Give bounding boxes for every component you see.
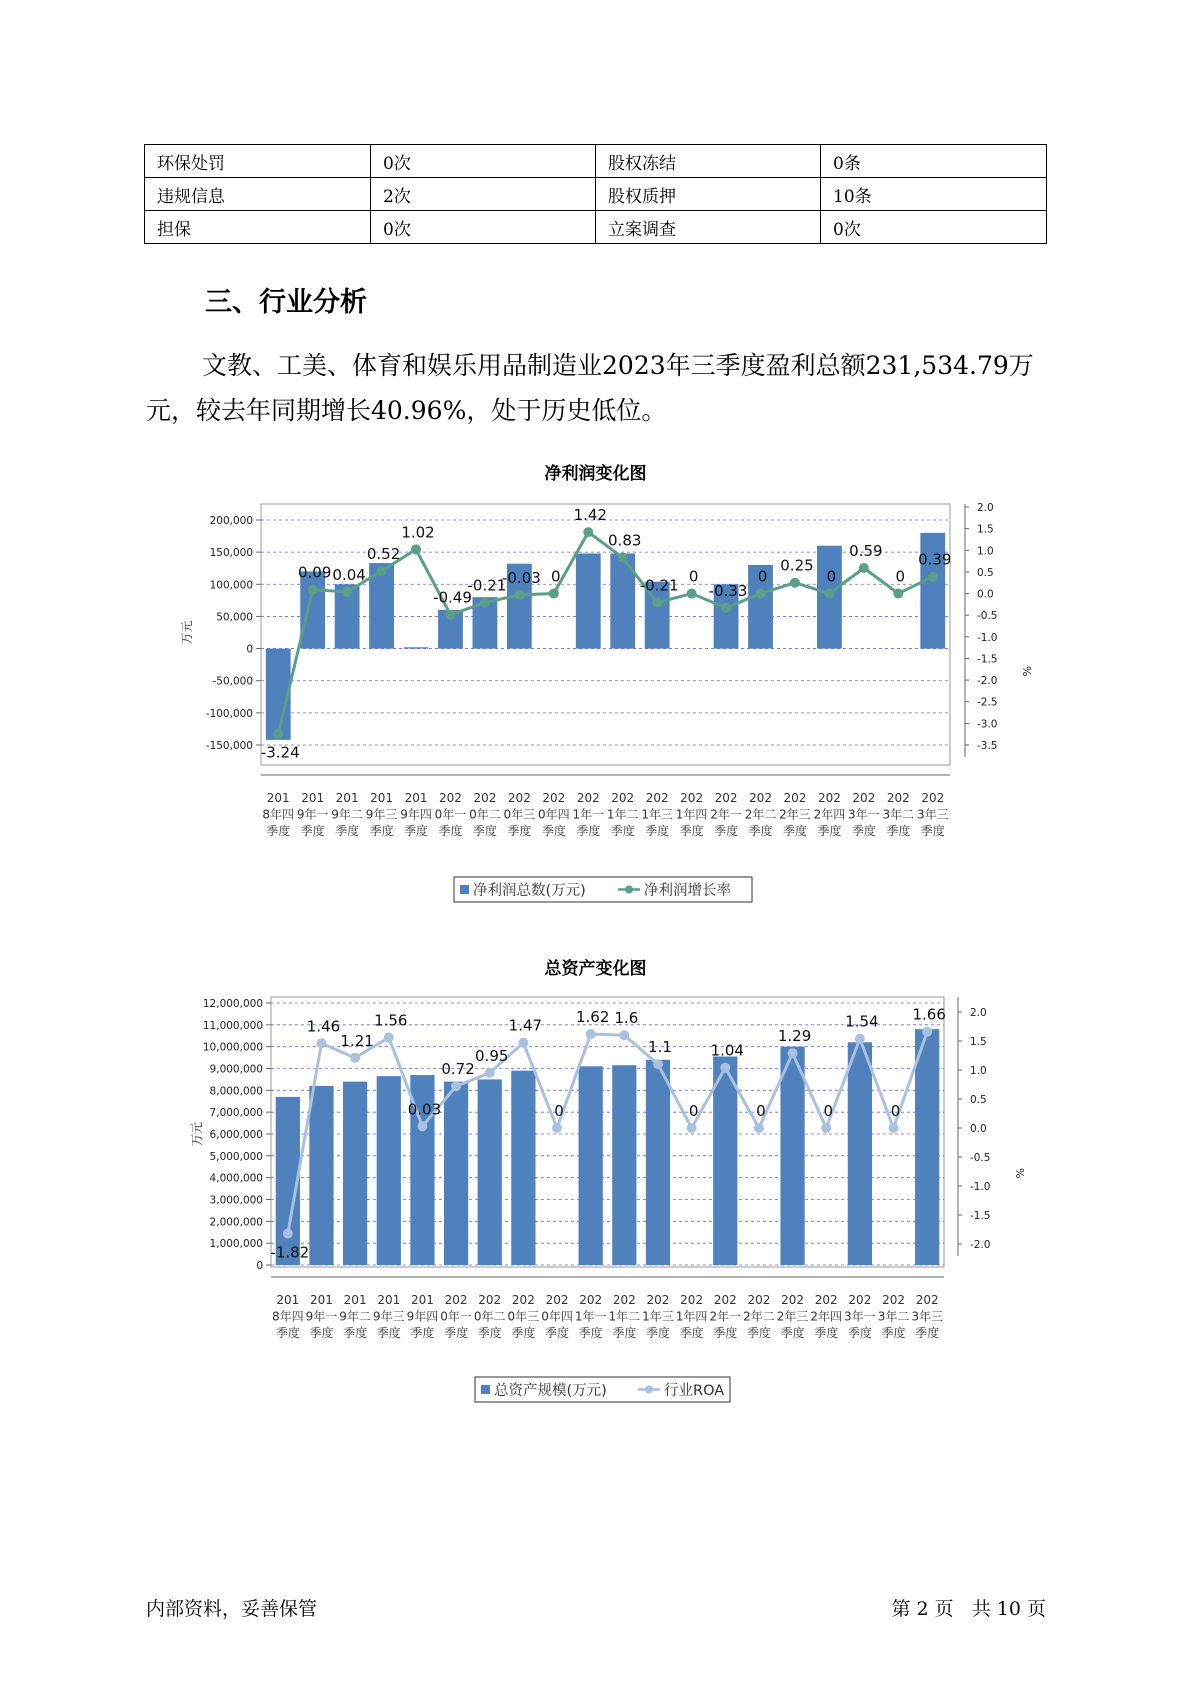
data-label: -0.21 — [639, 576, 679, 595]
data-label: 0.83 — [608, 531, 642, 550]
y-axis-title: 万元 — [190, 1121, 204, 1147]
y-tick-label: -100,000 — [205, 707, 253, 720]
x-tick-label: 202 0年一季度 — [440, 1293, 472, 1340]
y-tick-label: 1,000,000 — [209, 1238, 263, 1251]
x-tick-label: 202 1年一季度 — [572, 791, 605, 838]
line-point — [922, 1027, 932, 1037]
data-label: 0 — [688, 567, 699, 586]
bar — [300, 571, 325, 648]
line-point — [417, 1121, 427, 1131]
x-tick-label: 202 1年二季度 — [606, 791, 639, 838]
table-cell: 0次 — [371, 145, 596, 178]
y2-tick-label: 1.0 — [970, 1065, 987, 1077]
line-point — [652, 598, 662, 608]
line-point — [350, 1053, 360, 1063]
y2-tick-label: 2.0 — [977, 502, 994, 514]
bar — [309, 1086, 333, 1265]
y-tick-label: 200,000 — [209, 515, 253, 527]
data-label: 0 — [554, 1102, 564, 1120]
y2-tick-label: 1.5 — [970, 1036, 987, 1048]
line-point — [754, 1123, 764, 1133]
data-label: -0.49 — [433, 588, 472, 607]
y2-tick-label: -1.5 — [977, 653, 998, 666]
y-tick-label: 9,000,000 — [209, 1063, 263, 1076]
line-point — [583, 527, 593, 537]
total-assets-chart-title: 总资产变化图 — [544, 959, 647, 979]
line-point — [859, 563, 869, 573]
bar — [579, 1066, 603, 1265]
data-label: -0.21 — [467, 576, 507, 595]
x-tick-label: 202 2年四季度 — [810, 1293, 843, 1340]
data-label: 0 — [688, 1102, 699, 1120]
y-axis-title: 万元 — [180, 620, 194, 645]
y2-axis-title: % — [1013, 1168, 1026, 1179]
y2-tick-label: -1.5 — [970, 1210, 991, 1222]
y-tick-label: 2,000,000 — [209, 1216, 263, 1229]
line-point — [514, 590, 524, 600]
table-row — [145, 178, 1047, 211]
data-label: 0.52 — [366, 545, 401, 564]
x-tick-label: 202 3年二季度 — [882, 791, 915, 838]
y2-tick-label: -3.5 — [977, 740, 998, 752]
x-tick-label: 202 1年二季度 — [608, 1293, 641, 1340]
y-tick-label: -50,000 — [212, 675, 253, 688]
table-cell: 0次 — [821, 211, 1047, 244]
x-tick-label: 202 2年三季度 — [776, 1293, 809, 1340]
y2-tick-label: 0.0 — [970, 1123, 987, 1135]
table-cell: 立案调查 — [596, 211, 821, 244]
data-label: 1.6 — [614, 1009, 639, 1028]
line-point — [618, 553, 628, 563]
bar — [343, 1082, 367, 1265]
y2-tick-label: -1.0 — [970, 1181, 991, 1193]
table-cell: 10条 — [821, 178, 1047, 211]
x-tick-label: 201 8年四季度 — [262, 791, 295, 838]
data-label: -0.03 — [501, 568, 541, 587]
line-point — [445, 610, 455, 620]
data-label: 0.03 — [407, 1100, 442, 1119]
y2-tick-label: 0.5 — [977, 566, 994, 579]
y-tick-label: 150,000 — [209, 547, 253, 560]
y-tick-label: 0 — [246, 643, 253, 656]
risk-table-body — [145, 145, 1047, 244]
line-point — [549, 589, 559, 599]
data-label: 1.04 — [710, 1041, 744, 1060]
x-tick-label: 202 3年三季度 — [916, 791, 949, 838]
y2-tick-label: -3.0 — [977, 718, 998, 731]
y-tick-label: 0 — [256, 1260, 263, 1272]
line-point — [552, 1123, 562, 1133]
risk-info-table — [144, 144, 1047, 244]
line-point — [451, 1081, 461, 1091]
x-tick-label: 202 3年二季度 — [877, 1293, 910, 1340]
x-tick-label: 202 2年二季度 — [744, 791, 777, 838]
data-label: 1.56 — [374, 1011, 408, 1030]
data-label: 1.21 — [340, 1031, 374, 1050]
bar — [377, 1076, 401, 1265]
x-tick-label: 201 9年一季度 — [305, 1293, 338, 1340]
bar — [646, 1060, 670, 1265]
y-tick-label: 5,000,000 — [209, 1150, 263, 1163]
y2-tick-label: -1.0 — [977, 631, 998, 644]
y2-tick-label: -2.0 — [970, 1239, 991, 1251]
data-label: 0.25 — [780, 556, 814, 575]
y2-tick-label: -0.5 — [977, 610, 998, 623]
legend-bar-label: 净利润总数(万元) — [473, 883, 586, 899]
line-point — [824, 589, 834, 599]
data-label: 1.66 — [912, 1005, 946, 1024]
x-tick-label: 202 0年二季度 — [469, 791, 501, 838]
data-label: 0.04 — [332, 565, 366, 584]
y2-tick-label: 0.0 — [977, 588, 994, 601]
line-point — [653, 1059, 663, 1069]
table-cell: 0次 — [371, 211, 596, 244]
y2-tick-label: -0.5 — [970, 1152, 991, 1164]
x-tick-label: 201 9年三季度 — [365, 791, 398, 838]
section-heading: 三、行业分析 — [205, 287, 367, 318]
y2-tick-label: 1.0 — [977, 545, 994, 558]
line-point — [485, 1068, 495, 1078]
x-tick-label: 201 8年四季度 — [272, 1293, 304, 1340]
y2-axis-title: % — [1020, 666, 1033, 677]
data-label: 1.62 — [575, 1008, 610, 1027]
data-label: 1.47 — [508, 1016, 543, 1035]
x-tick-label: 202 1年一季度 — [574, 1293, 607, 1340]
data-label: 1.29 — [777, 1027, 812, 1046]
line-point — [893, 589, 903, 599]
y2-tick-label: 0.5 — [970, 1094, 987, 1106]
bar — [444, 1082, 468, 1265]
line-point — [928, 572, 938, 582]
bar — [915, 1029, 939, 1265]
line-point — [889, 1123, 899, 1133]
table-cell: 2次 — [371, 178, 596, 211]
line-point — [342, 587, 352, 597]
table-cell: 股权质押 — [596, 178, 821, 211]
x-tick-label: 202 0年一季度 — [434, 791, 467, 838]
bar — [478, 1079, 502, 1265]
x-tick-label: 201 9年一季度 — [296, 791, 329, 838]
data-label: 0 — [826, 567, 837, 586]
bar — [404, 647, 429, 648]
footer-confidential-note: 内部资料，妥善保管 — [146, 1598, 318, 1620]
x-tick-label: 202 3年一季度 — [844, 1293, 876, 1340]
line-point — [316, 1038, 326, 1048]
legend-bar-swatch — [460, 885, 469, 894]
x-tick-label: 202 1年四季度 — [675, 1293, 708, 1340]
x-tick-label: 202 2年二季度 — [743, 1293, 775, 1340]
y-tick-label: 10,000,000 — [202, 1041, 263, 1054]
legend-bar-swatch — [481, 1385, 490, 1394]
x-tick-label: 202 1年三季度 — [641, 791, 673, 838]
legend-line-label: 净利润增长率 — [644, 883, 731, 899]
table-cell: 违规信息 — [145, 178, 371, 211]
data-label: 0.95 — [475, 1046, 509, 1065]
line-point — [687, 1123, 697, 1133]
data-label: 0.09 — [297, 563, 332, 582]
data-label: 0 — [823, 1102, 833, 1120]
bar — [612, 1065, 636, 1265]
bar — [848, 1042, 872, 1265]
table-cell: 担保 — [145, 211, 371, 244]
y2-tick-label: 2.0 — [970, 1007, 987, 1019]
y-tick-label: 12,000,000 — [202, 998, 263, 1010]
industry-summary-paragraph: 文教、工美、体育和娱乐用品制造业2023年三季度盈利总额231,534.79万元，较去年同期增长40.96%，处于历史低位。 — [146, 351, 1034, 425]
y-tick-label: 4,000,000 — [209, 1172, 263, 1185]
line-point — [586, 1029, 596, 1039]
bar — [780, 1047, 804, 1265]
x-tick-label: 202 2年一季度 — [710, 791, 742, 838]
table-row — [145, 211, 1047, 244]
y2-tick-label: -2.5 — [977, 696, 998, 709]
y-tick-label: 11,000,000 — [202, 1019, 263, 1032]
legend-line-label: 行业ROA — [664, 1383, 725, 1399]
x-tick-label: 202 0年四季度 — [541, 1293, 573, 1340]
line-point — [687, 589, 697, 599]
data-label: 1.42 — [573, 506, 607, 525]
data-label: -0.33 — [708, 581, 748, 600]
total-assets-chart — [0, 990, 1191, 1410]
legend-bar-label: 总资产规模(万元) — [494, 1383, 607, 1399]
x-tick-label: 201 9年三季度 — [372, 1293, 405, 1340]
x-tick-label: 202 2年三季度 — [779, 791, 811, 838]
y-tick-label: 100,000 — [209, 579, 253, 592]
line-point — [790, 578, 800, 588]
line-point — [411, 544, 421, 554]
x-tick-label: 202 0年四季度 — [538, 791, 570, 838]
line-point — [756, 589, 766, 599]
line-point — [619, 1030, 629, 1040]
line-point — [720, 1063, 730, 1073]
footer-page-number: 第 2 页 共 10 页 — [891, 1598, 1046, 1620]
line-point — [377, 566, 387, 576]
line-point — [480, 598, 490, 608]
legend-line-marker — [645, 1386, 653, 1394]
x-tick-label: 201 9年二季度 — [339, 1293, 371, 1340]
data-label: 0 — [756, 1102, 766, 1120]
x-tick-label: 202 0年三季度 — [507, 1293, 540, 1340]
x-tick-label: 202 1年四季度 — [675, 791, 708, 838]
legend-line-marker — [625, 886, 633, 894]
x-tick-label: 202 1年三季度 — [642, 1293, 674, 1340]
x-tick-label: 202 2年四季度 — [813, 791, 846, 838]
x-tick-label: 202 0年二季度 — [473, 1293, 506, 1340]
y2-tick-label: -2.0 — [977, 675, 998, 688]
data-label: 0.59 — [849, 542, 883, 561]
data-label: 0 — [757, 567, 768, 586]
y-tick-label: 3,000,000 — [209, 1194, 263, 1207]
table-cell: 股权冻结 — [596, 145, 821, 178]
x-tick-label: 201 9年四季度 — [406, 1293, 439, 1340]
data-label: 1.1 — [648, 1038, 672, 1057]
data-label: 0 — [890, 1102, 901, 1120]
data-label: 0 — [551, 567, 561, 586]
net-profit-chart — [0, 495, 1191, 915]
line-point — [518, 1038, 528, 1048]
data-label: -1.82 — [270, 1243, 310, 1262]
x-tick-label: 202 3年三季度 — [911, 1293, 943, 1340]
y-tick-label: -150,000 — [205, 740, 253, 752]
x-tick-label: 202 0年三季度 — [503, 791, 536, 838]
y-tick-label: 6,000,000 — [209, 1129, 263, 1141]
table-row — [145, 145, 1047, 178]
net-profit-chart-title: 净利润变化图 — [544, 464, 647, 484]
data-label: -3.24 — [260, 743, 300, 762]
x-tick-label: 201 9年四季度 — [400, 791, 432, 838]
x-tick-label: 202 2年一季度 — [709, 1293, 742, 1340]
bar — [576, 553, 601, 648]
y-tick-label: 7,000,000 — [209, 1107, 263, 1120]
bar — [511, 1071, 535, 1265]
y-tick-label: 8,000,000 — [209, 1085, 263, 1098]
table-cell: 0条 — [821, 145, 1047, 178]
table-cell: 环保处罚 — [145, 145, 371, 178]
data-label: 1.02 — [401, 523, 435, 542]
x-tick-label: 202 3年一季度 — [848, 791, 880, 838]
line-point — [821, 1123, 831, 1133]
data-label: 0.39 — [918, 550, 952, 569]
y-tick-label: 50,000 — [216, 611, 253, 624]
bar — [713, 1056, 737, 1265]
y2-tick-label: 1.5 — [977, 523, 994, 536]
line-point — [788, 1048, 798, 1058]
line-point — [384, 1033, 394, 1043]
line-point — [855, 1034, 865, 1044]
data-label: 0.72 — [441, 1060, 475, 1079]
line-point — [308, 585, 318, 595]
line-point — [721, 603, 731, 613]
x-tick-label: 201 9年二季度 — [331, 791, 363, 838]
data-label: 1.54 — [845, 1012, 879, 1031]
line-point — [273, 729, 283, 739]
data-label: 0 — [895, 567, 906, 586]
line-point — [283, 1229, 293, 1239]
data-label: 1.46 — [306, 1017, 341, 1036]
